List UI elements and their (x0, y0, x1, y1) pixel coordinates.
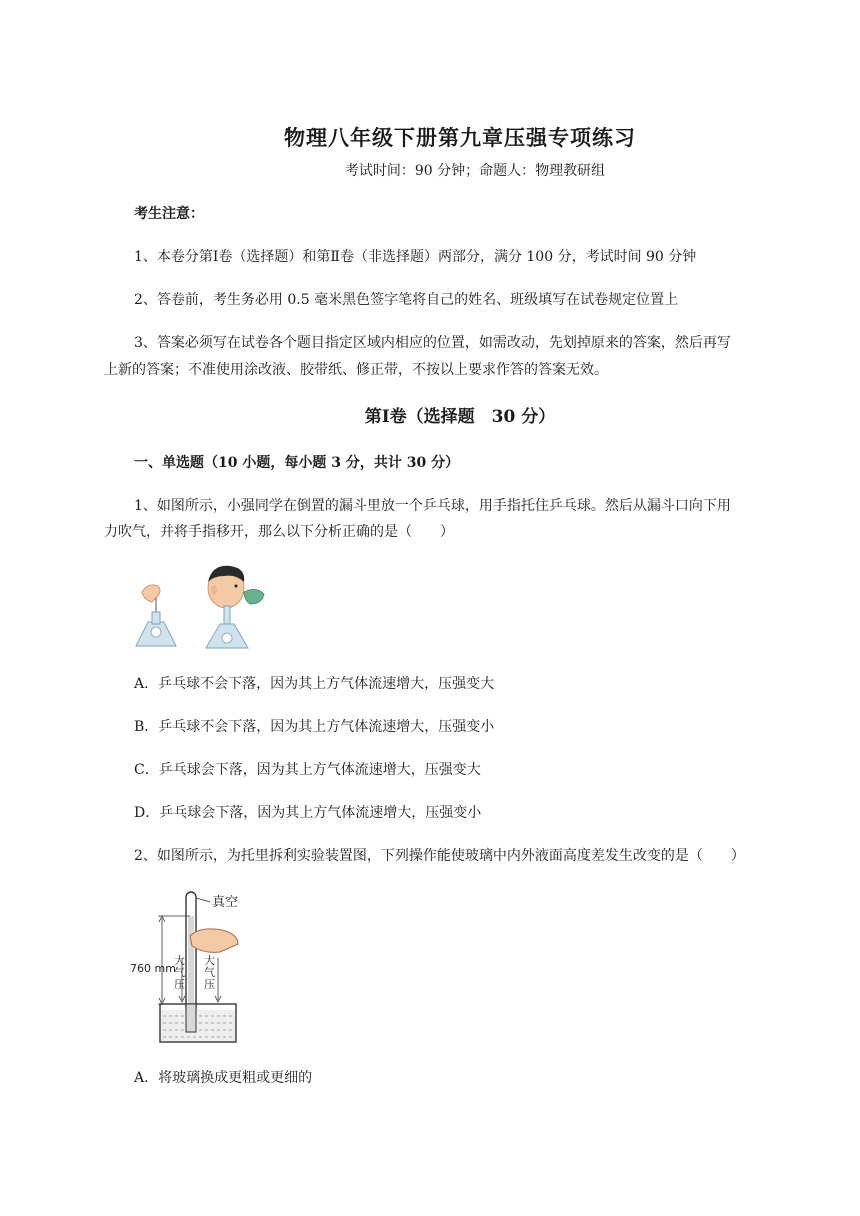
atm-pressure-label-right (204, 953, 215, 991)
notice-item-1: 1、本卷分第Ⅰ卷（选择题）和第Ⅱ卷（非选择题）两部分，满分 100 分，考试时间 90 分钟 (134, 249, 697, 265)
section-title: 第Ⅰ卷（选择题 30 分） (364, 407, 556, 427)
q2-stem: 2、如图所示，为托里拆利实验装置图，下列操作能使玻璃中内外液面高度差发生改变的是（ ） (134, 848, 745, 864)
funnel-ping-pong-figure (128, 562, 274, 652)
notice-item-3: 3、答案必须写在试卷各个题目指定区域内相应的位置，如需改动，先划掉原来的答案，然后再写 (134, 335, 731, 351)
q1-option-a: A．乒乓球不会下落，因为其上方气体流速增大，压强变大 (134, 676, 495, 692)
height-label: 760 mm (130, 962, 176, 975)
notice-item-2: 2、答卷前，考生务必用 0.5 毫米黑色签字笔将自己的姓名、班级填写在试卷规定位置上 (134, 292, 679, 308)
svg-text:大: 大 (204, 954, 215, 967)
q2-option-a: A．将玻璃换成更粗或更细的 (134, 1070, 313, 1086)
q1-option-b: B．乒乓球不会下落，因为其上方气体流速增大，压强变小 (134, 719, 495, 735)
part-heading: 一、单选题（10 小题，每小题 3 分，共计 30 分） (134, 455, 460, 471)
q1-option-c: C．乒乓球会下落，因为其上方气体流速增大，压强变大 (134, 762, 481, 778)
svg-text:气: 气 (204, 966, 215, 979)
page-title: 物理八年级下册第九章压强专项练习 (284, 125, 636, 150)
vacuum-label: 真空 (212, 895, 239, 910)
notice-heading: 考生注意： (134, 206, 204, 222)
q1-stem-line2: 力吹气，并将手指移开，那么以下分析正确的是（ ） (104, 524, 454, 540)
svg-text:压: 压 (174, 978, 185, 991)
svg-text:气: 气 (174, 966, 185, 979)
svg-text:压: 压 (204, 978, 215, 991)
q1-option-d: D．乒乓球会下落，因为其上方气体流速增大，压强变小 (134, 805, 482, 821)
q1-stem-line1: 1、如图所示，小强同学在倒置的漏斗里放一个乒乓球，用手指托住乒乓球。然后从漏斗口向下用 (134, 498, 731, 514)
svg-text:大: 大 (174, 954, 185, 967)
exam-info: 考试时间：90 分钟；命题人：物理教研组 (344, 163, 606, 179)
notice-item-3-cont: 上新的答案；不准使用涂改液、胶带纸、修正带，不按以上要求作答的答案无效。 (104, 362, 608, 378)
torricelli-apparatus-figure (130, 884, 260, 1048)
atm-pressure-label-left (174, 953, 185, 991)
